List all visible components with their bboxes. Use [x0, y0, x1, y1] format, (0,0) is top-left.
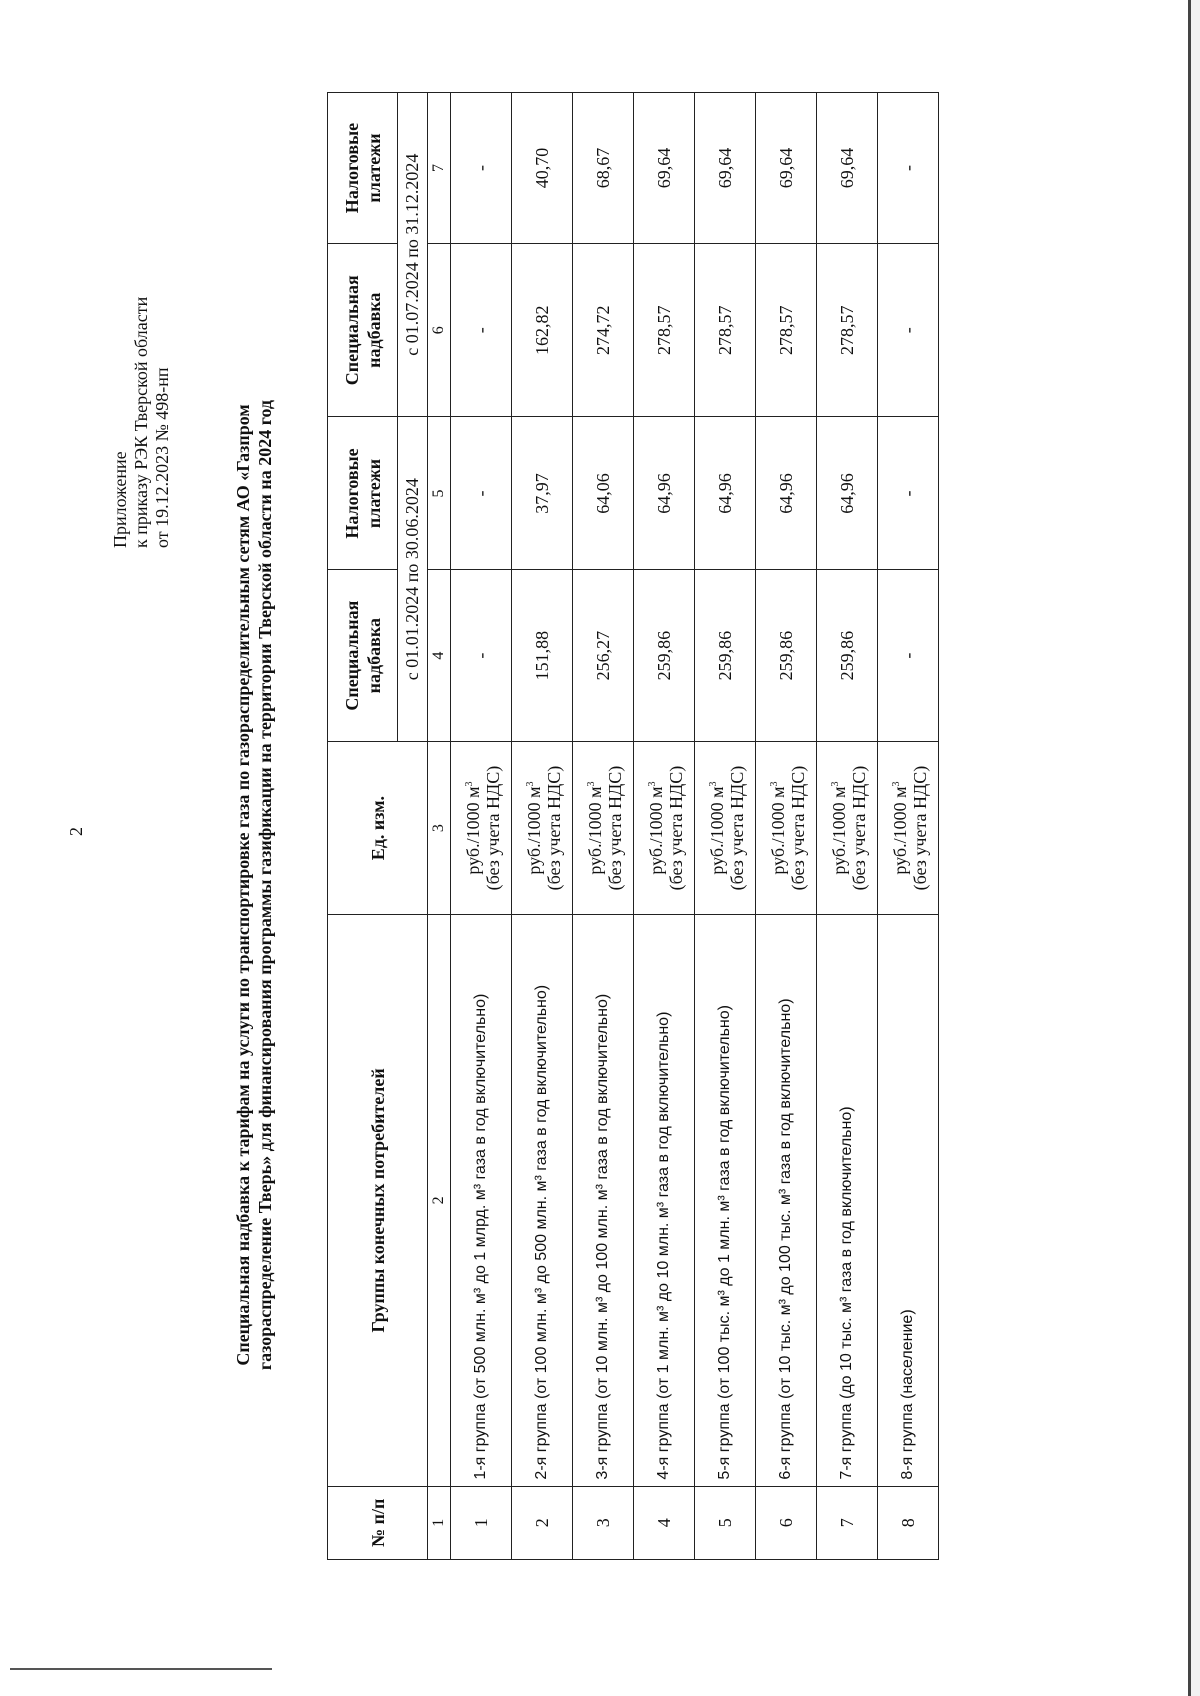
appendix-label: Приложение	[110, 451, 130, 548]
surcharge-h1: 259,86	[634, 570, 695, 741]
unit-vat-note: (без учета НДС)	[848, 765, 869, 891]
surcharge-h2: 278,57	[817, 244, 878, 417]
row-number: 7	[817, 1486, 878, 1559]
unit-vat-note: (без учета НДС)	[726, 765, 747, 891]
tax-h1: -	[878, 417, 939, 570]
header-period-2: с 01.07.2024 по 31.12.2024	[398, 93, 428, 417]
surcharge-h1: -	[878, 570, 939, 741]
tax-h1: 64,06	[573, 417, 634, 570]
unit-vat-note: (без учета НДС)	[604, 765, 625, 891]
table-row	[817, 93, 878, 1560]
consumer-group: 6-я группа (от 10 тыс. м³ до 100 тыс. м³ газа в год включительно)	[756, 915, 817, 1486]
surcharge-h2: 278,57	[756, 244, 817, 417]
row-number: 6	[756, 1486, 817, 1559]
tax-h1: 64,96	[817, 417, 878, 570]
surcharge-h1: 151,88	[512, 570, 573, 741]
tax-h2: -	[878, 93, 939, 244]
header-unit: Ед. изм.	[328, 741, 428, 914]
surcharge-h2: 162,82	[512, 244, 573, 417]
tax-h2: 69,64	[634, 93, 695, 244]
header-surcharge-h1: Специальная надбавка	[328, 570, 398, 741]
column-number: 6	[428, 244, 451, 417]
scan-artifact-line	[10, 1668, 272, 1670]
unit-cell	[512, 741, 573, 914]
title-line-1: Специальная надбавка к тарифам на услуги по транспортировке газа по газораспределительным сетям АО «Газпром	[233, 404, 253, 1366]
table-row	[695, 93, 756, 1560]
unit-cell	[573, 741, 634, 914]
table-body	[451, 93, 939, 1560]
unit-cell	[817, 741, 878, 914]
column-number: 2	[428, 915, 451, 1486]
tax-h1: 64,96	[756, 417, 817, 570]
tax-h1: 37,97	[512, 417, 573, 570]
surcharge-h1: -	[451, 570, 512, 741]
unit-vat-note: (без учета НДС)	[787, 765, 808, 891]
row-number: 1	[451, 1486, 512, 1559]
unit-cell	[695, 741, 756, 914]
column-number: 4	[428, 570, 451, 741]
column-number: 5	[428, 417, 451, 570]
tax-h2: 69,64	[817, 93, 878, 244]
tax-h2: 40,70	[512, 93, 573, 244]
row-number: 3	[573, 1486, 634, 1559]
unit-label: руб./1000 $м^3$	[828, 781, 849, 875]
surcharge-h2: -	[878, 244, 939, 417]
consumer-group: 1-я группа (от 500 млн. м³ до 1 млрд. м³ газа в год включительно)	[451, 915, 512, 1486]
title-line-2: газораспределение Тверь» для финансирования программы газификации на территории Тверской области на 2024 год	[255, 399, 275, 1371]
appendix-block	[110, 297, 173, 548]
rotated-document-body	[0, 50, 1200, 1600]
tax-h2: -	[451, 93, 512, 244]
unit-label: руб./1000 $м^3$	[706, 781, 727, 875]
header-period-1: с 01.01.2024 по 30.06.2024	[398, 417, 428, 741]
unit-cell	[878, 741, 939, 914]
page-number: 2	[66, 827, 86, 836]
row-number: 8	[878, 1486, 939, 1559]
surcharge-h1: 259,86	[817, 570, 878, 741]
table-row	[878, 93, 939, 1560]
tax-h2: 68,67	[573, 93, 634, 244]
surcharge-h2: 278,57	[695, 244, 756, 417]
header-surcharge-h2: Специальная надбавка	[328, 244, 398, 417]
consumer-group: 3-я группа (от 10 млн. м³ до 100 млн. м³ газа в год включительно)	[573, 915, 634, 1486]
tax-h1: 64,96	[695, 417, 756, 570]
tax-h1: 64,96	[634, 417, 695, 570]
consumer-group: 2-я группа (от 100 млн. м³ до 500 млн. м³ газа в год включительно)	[512, 915, 573, 1486]
consumer-group: 5-я группа (от 100 тыс. м³ до 1 млн. м³ газа в год включительно)	[695, 915, 756, 1486]
surcharge-h1: 259,86	[756, 570, 817, 741]
consumer-group: 7-я группа (до 10 тыс. м³ газа в год включительно)	[817, 915, 878, 1486]
tariff-table	[327, 92, 939, 1560]
unit-label: руб./1000 $м^3$	[767, 781, 788, 875]
header-tax-h1: Налоговые платежи	[328, 417, 398, 570]
document-title	[232, 310, 276, 1460]
unit-cell	[451, 741, 512, 914]
row-number: 2	[512, 1486, 573, 1559]
header-num: № п/п	[328, 1486, 428, 1559]
unit-label: руб./1000 $м^3$	[645, 781, 666, 875]
tax-h2: 69,64	[756, 93, 817, 244]
unit-label: руб./1000 $м^3$	[462, 781, 483, 875]
unit-vat-note: (без учета НДС)	[543, 765, 564, 891]
surcharge-h2: -	[451, 244, 512, 417]
table-row	[573, 93, 634, 1560]
unit-cell	[756, 741, 817, 914]
column-number-row	[428, 93, 451, 1560]
column-number: 1	[428, 1486, 451, 1559]
surcharge-h1: 259,86	[695, 570, 756, 741]
appendix-order-date: от 19.12.2023 № 498-нп	[152, 367, 172, 548]
tax-h1: -	[451, 417, 512, 570]
table-row	[756, 93, 817, 1560]
row-number: 4	[634, 1486, 695, 1559]
surcharge-h2: 278,57	[634, 244, 695, 417]
unit-label: руб./1000 $м^3$	[523, 781, 544, 875]
unit-label: руб./1000 $м^3$	[584, 781, 605, 875]
consumer-group: 4-я группа (от 1 млн. м³ до 10 млн. м³ газа в год включительно)	[634, 915, 695, 1486]
surcharge-h2: 274,72	[573, 244, 634, 417]
header-tax-h2: Налоговые платежи	[328, 93, 398, 244]
column-number: 3	[428, 741, 451, 914]
header-group: Группы конечных потребителей	[328, 915, 428, 1486]
unit-vat-note: (без учета НДС)	[665, 765, 686, 891]
unit-label: руб./1000 $м^3$	[889, 781, 910, 875]
row-number: 5	[695, 1486, 756, 1559]
unit-vat-note: (без учета НДС)	[482, 765, 503, 891]
table-row	[451, 93, 512, 1560]
table-row	[512, 93, 573, 1560]
surcharge-h1: 256,27	[573, 570, 634, 741]
column-number: 7	[428, 93, 451, 244]
table-row	[634, 93, 695, 1560]
unit-cell	[634, 741, 695, 914]
appendix-order-ref: к приказу РЭК Тверской области	[131, 296, 151, 548]
unit-vat-note: (без учета НДС)	[909, 765, 930, 891]
consumer-group: 8-я группа (население)	[878, 915, 939, 1486]
tax-h2: 69,64	[695, 93, 756, 244]
